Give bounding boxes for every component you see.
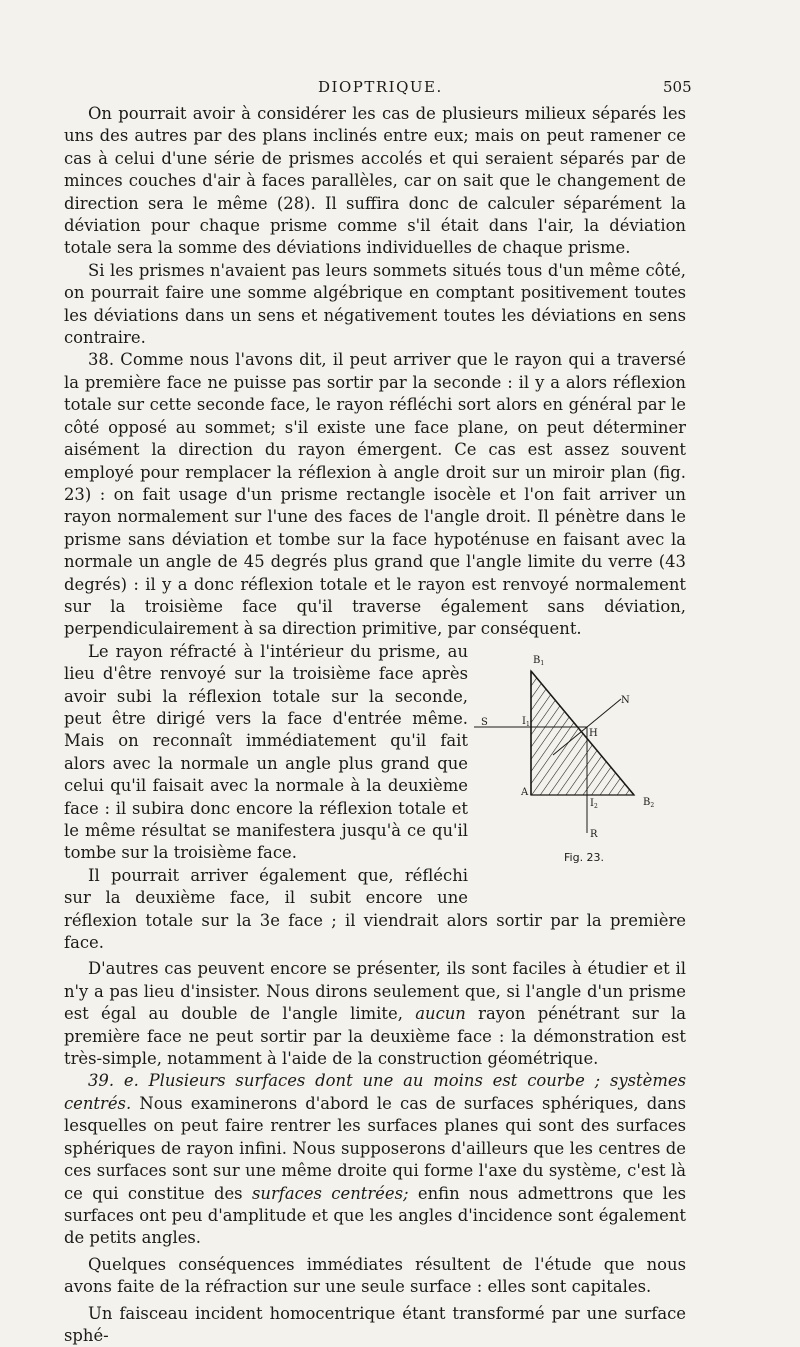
paragraph-1: On pourrait avoir à considérer les cas de plusieurs milieux séparés les uns des autres par des plans inclinés entre eux; mais on peut ramener ce cas à celui d'une série de prismes accolés et qui seraient séparés par de minces couches d'air à faces parallèles, car on sait que le changement de direction sera le même (28). Il suffira donc de calculer séparément la déviation pour chaque prisme comme s'il était dans l'air, la déviation totale sera la somme des déviations individuelles de chaque prisme. — [64, 104, 686, 258]
paragraph-6-end: rayon pénétrant sur la première face ne peut sortir par la deuxième face : la démonstration est très-simple, notamment à l'aide de la construction géométrique. — [64, 1004, 686, 1069]
paragraph-38-part-1 — [64, 349, 686, 640]
label-r: R — [590, 828, 598, 840]
paragraph-8: Quelques conséquences immédiates résultent de l'étude que nous avons faite de la réfraction sur une seule surface : elles sont capitales. — [64, 1254, 686, 1297]
label-b1: $B_1$ — [533, 654, 545, 667]
emphasis-aucun: aucun — [415, 1004, 466, 1024]
running-title: DIOPTRIQUE. — [318, 78, 443, 96]
label-i1: $I_1$ — [522, 715, 530, 728]
paragraph-5: Il pourrait arriver également que, réfléchi sur la deuxième face, il subit encore une réflexion totale sur la 3e face ; il viendrait alors sortir par la première face. — [64, 865, 686, 953]
paragraph-38-text: 38. Comme nous l'avons dit, il peut arriver que le rayon qui a traversé la première face ne puisse pas sortir par la seconde : il y a alors réflexion totale sur cette seconde face, le rayon réfléchi sort alors en général par le côté opposé au sommet; s'il existe une face plane, on peut déterminer aisément la direction du rayon émergent. Ce cas est assez souvent employé pour remplacer la réflexion à angle droit sur un miroir plan (fig. 23) : on fait usage d'un prisme rectangle isocèle et l'on fait arriver un rayon normalement sur l'une des faces de l'angle droit. Il pénètre dans le prisme sans déviation et tombe sur la face hypoténuse en faisant avec la normale un angle de 45 degrés plus grand que l'angle limite du verre (43 degrés) : il y a donc réflexion totale et le rayon est renvoyé normalement sur la troisième face qu'il traverse également sans déviation, perpendiculairement à sa direction primitive, par conséquent. — [64, 350, 686, 639]
label-h: H — [589, 727, 598, 739]
figure-caption: Fig. 23. — [564, 850, 605, 864]
emphasis-surfaces-centrees: surfaces centrées; — [252, 1183, 409, 1203]
running-header — [0, 78, 800, 102]
paragraph-39 — [64, 1070, 686, 1249]
label-a: A — [521, 786, 529, 798]
paragraph-4: Le rayon réfracté à l'intérieur du prisme, au lieu d'être renvoyé sur la troisième face après avoir subi la réflexion totale sur la seconde, peut être dirigé vers la face d'entrée même. Mais on reconnaît immédiatement qu'il fait alors avec la normale un angle plus grand que celui qu'il faisait avec la normale à la deuxième face : il subira donc encore la réflexion totale et le même résultat se manifestera jusqu'à ce qu'il tombe sur la troisième face. — [64, 641, 468, 863]
paragraph-2: Si les prismes n'avaient pas leurs sommets situés tous d'un même côté, on pourrait faire une somme algébrique en comptant positivement toutes les déviations dans un sens et négativement toutes les déviations en sens contraire. — [64, 260, 686, 348]
paragraph-39-end: enfin nous admettrons que les surfaces ont peu d'amplitude et que les angles d'incidence sont également de petits angles. — [64, 1183, 687, 1248]
label-n: N — [621, 694, 630, 706]
paragraph-39-start: Nous examinerons d'abord le cas de surfaces sphériques, dans lesquelles on peut faire rentrer les surfaces planes qui sont des surfaces sphériques de rayon infini. Nous supposerons d'ailleurs que les centres de ces surfaces sont sur une même droite qui forme l'axe du système, c'est là ce qui constitue des — [64, 1093, 686, 1203]
page-number: 505 — [663, 78, 692, 96]
label-b2: $B_2$ — [643, 796, 655, 809]
label-s: S — [481, 716, 488, 728]
section-39-heading: 39. e. Plusieurs surfaces dont une au moins est courbe ; systèmes centrés. — [64, 1071, 686, 1113]
figure-23 — [474, 641, 686, 899]
paragraph-6-start: D'autres cas peuvent encore se présenter, ils sont faciles à étudier et il n'y a pas lieu d'insister. Nous dirons seulement que, si l'angle d'un prisme est égal au double de l'angle limite, — [64, 959, 686, 1024]
prism-diagram — [474, 645, 686, 855]
body-text — [64, 103, 686, 1347]
label-i2: $I_2$ — [590, 797, 598, 810]
paragraph-9: Un faisceau incident homocentrique étant transformé par une surface sphé- — [64, 1303, 686, 1345]
paragraph-6 — [64, 958, 686, 1070]
